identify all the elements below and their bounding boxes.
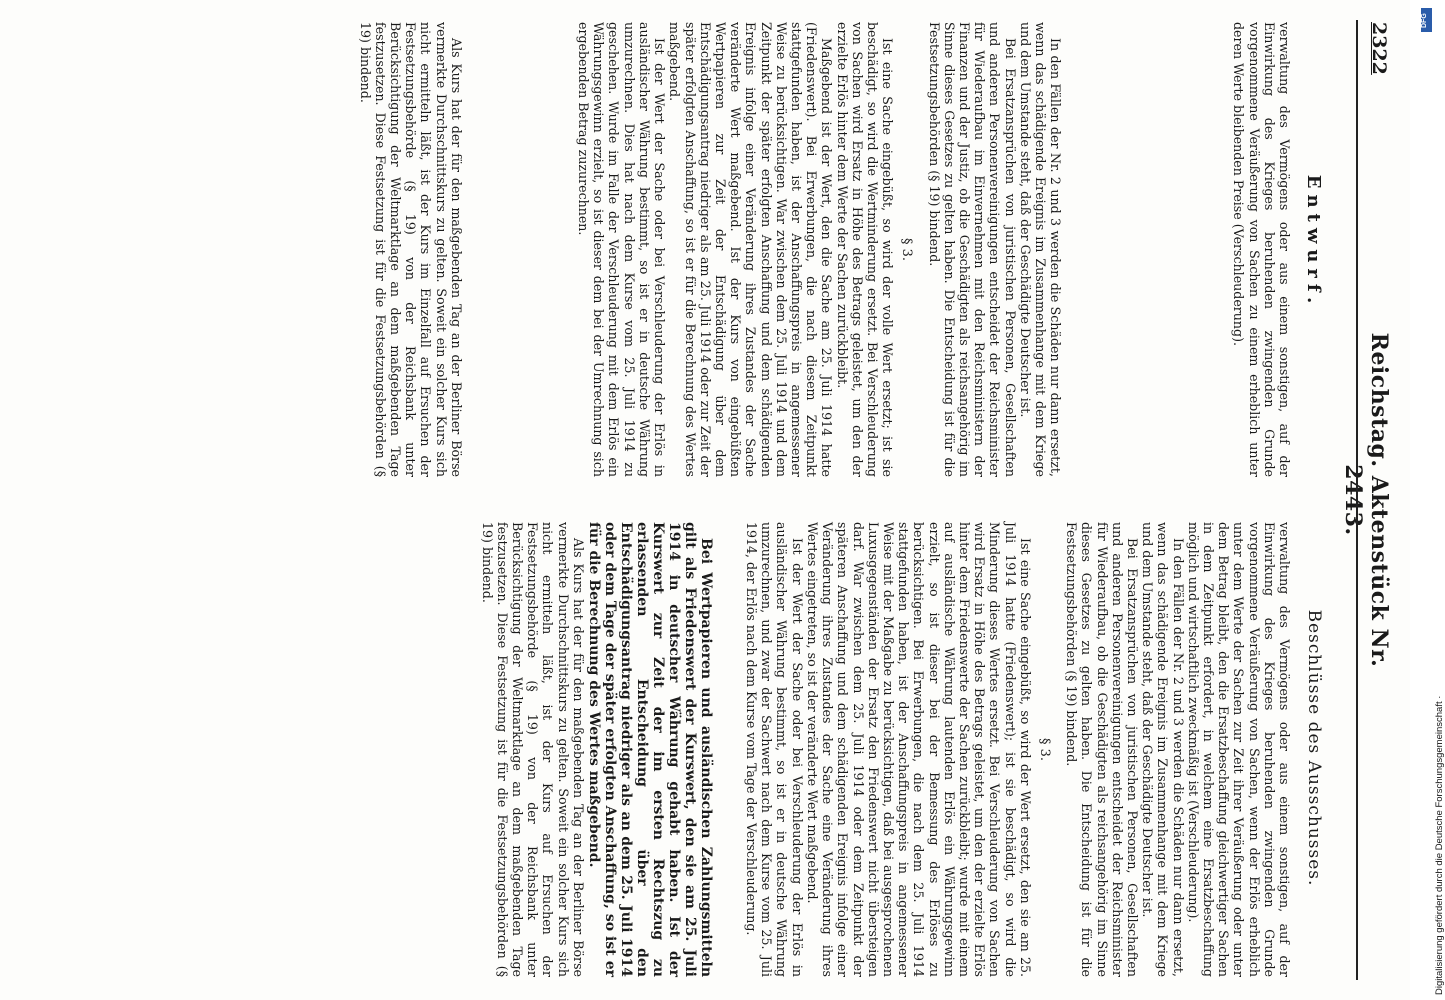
dfg-logo-text: DFG	[1421, 13, 1428, 28]
right-paragraph-3: Bei Ersatzansprüchen von juristischen Personen, Gesellschaften und anderen Personenvereinigungen entscheidet der Reichsminister für Wiederaufbau, ob die Geschädigten als reichsangehörig im Sinne dieses Gesetzes zu gelten haben. Die Entscheidung ist für die Festsetzungsbehörden (§ 19) bindend.	[1064, 522, 1140, 977]
right-column	[479, 522, 1292, 977]
left-column-heading: Entwurf.	[1303, 174, 1324, 310]
right-paragraph-4: Ist eine Sache eingebüßt, so wird der Wert ersetzt, den sie am 25. Juli 1914 hatte (Friedenswert); ist sie beschädigt, so wird die Minderung dieses Wertes ersetzt. Bei Verschleuderung von Sachen wird Ersatz in Höhe des Betrags geleistet, um den der erzielte Erlös hinter dem Friedenswerte der Sachen zurückbleibt; wurde mit einem auf ausländische Währung lautenden Erlös ein Währungsgewinn erzielt, so ist dieser bei der Bemessung des Erlöses zu berücksichtigen. Bei Erwerbungen, die nach dem 25. Juli 1914 stattgefunden haben, ist der Anschaffungspreis in angemessener Weise mit der Maßgabe zu berücksichtigen, daß bei ausgesprochenen Luxusgegenständen der Ersatz den Friedenswert nicht übersteigen darf. War zwischen dem 25. Juli 1914 oder dem Zeitpunkt der späteren Anschaffung und dem schädigenden Ereignis infolge einer Veränderung ihres Zustandes der Sache eine Veränderung ihres Wertes eingetreten, so ist der veränderte Wert maßgebend.	[804, 522, 1033, 977]
digitization-credit-text: Digitalisierung gefördert durch die Deutsche Forschungsgemeinschaft ·	[1434, 695, 1445, 995]
right-paragraph-1: verwaltung des Vermögens oder aus einem sonstigen, auf der Einwirkung des Krieges beruhenden zwingenden Grunde vorgenommene Veräußerung von Sachen, wenn der Erlös erheblich unter dem Werte der Sachen zur Zeit ihrer Veräußerung oder unter dem Betrag bleibt, den die Ersatzbeschaffung gleichwertiger Sachen in dem Zeitpunkt erfordert, in welchem eine Ersatzbeschaffung möglich und wirtschaftlich zweckmäßig ist (Verschleuderung).	[1185, 522, 1292, 977]
digitization-credit	[1420, 10, 1445, 995]
right-paragraph-5: Ist der Wert der Sache oder bei Verschleuderung der Erlös in ausländischer Währung bestimmt, so ist er in deutsche Währung umzurechnen, und zwar der Sachwert nach dem Kurse vom 25. Juli 1914, der Erlös nach dem Kurse vom Tage der Verschleuderung.	[744, 522, 805, 977]
left-paragraph-6: Ist der Wert der Sache oder bei Verschleuderung der Erlös in ausländischer Währung bestimmt, so ist er in deutsche Währung umzurechnen. Dies hat nach dem Kurse vom 25. Juli 1914 zu geschehen. Wurde im Falle der Verschleuderung mit dem Erlös ein Währungsgewinn erzielt, so ist dieser dem bei der Umrechnung sich ergebenden Betrag zuzurechnen.	[576, 22, 668, 477]
right-section-heading: § 3.	[1036, 737, 1052, 762]
left-paragraph-5: Maßgebend ist der Wert, den die Sache am 25. Juli 1914 hatte (Friedenswert). Bei Erwerbungen, die nach diesem Zeitpunkt stattgefunden haben, ist der Anschaffungspreis in angemessener Weise zu berücksichtigen. War zwischen dem 25. Juli 1914 und dem Zeitpunkt der später erfolgten Anschaffung und dem schädigenden Ereignis infolge einer Veränderung ihres Zustandes der Sache veränderte Wert maßgebend. Ist der Kurs von eingebüßten Wertpapieren zur Zeit der Entschädigung über dem Entschädigungsantrag niedriger als am 25. Juli 1914 oder zur Zeit der später erfolgten Anschaffung, so ist er für die Berechnung des Wertes maßgebend.	[667, 22, 835, 477]
left-paragraph-1: verwaltung des Vermögens oder aus einem sonstigen, auf der Einwirkung des Krieges beruhenden zwingenden Grunde vorgenommene Veräußerung von Sachen zu einem erheblich unter deren Werte bleibenden Preise (Verschleuderung).	[1231, 22, 1292, 477]
left-column	[357, 22, 1292, 477]
left-paragraph-4: Ist eine Sache eingebüßt, so wird der volle Wert ersetzt; ist sie beschädigt, so wird die Wertminderung ersetzt. Bei Verschleuderung von Sachen wird Ersatz in Höhe des Betrags geleistet, um den der erzielte Erlös hinter dem Werte der Sachen zurückbleibt.	[834, 22, 896, 477]
left-section-heading: § 3.	[899, 237, 915, 262]
right-paragraph-6: Bei Wertpapieren und ausländischen Zahlungsmitteln gilt als Friedenswert der Kurswert, den sie am 25. Juli 1914 in deutscher Währung gehabt haben. Ist der Kurswert zur Zeit der im ersten Rechtszug zu erlassenden Entscheidung über den Entschädigungsantrag niedriger als an dem 25. Juli 1914 oder dem Tage der später erfolgten Anschaffung, so ist er für die Berechnung des Wertes maßgebend.	[585, 522, 714, 977]
left-paragraph-2: In den Fällen der Nr. 2 und 3 werden die Schäden nur dann ersetzt, wenn das schädigende Ereignis im Zusammenhange mit dem Kriege und dem Umstande steht, daß der Geschädigte Deutscher ist.	[1017, 22, 1064, 477]
header-rule	[1356, 20, 1358, 980]
dfg-logo	[1421, 8, 1432, 32]
right-paragraph-2: In den Fällen der Nr. 2 und 3 werden die Schäden nur dann ersetzt, wenn das schädigende Ereignis im Zusammenhange mit dem Kriege und dem Umstande steht, daß der Geschädigte Deutscher ist.	[1140, 522, 1186, 977]
left-paragraph-7: Als Kurs hat der für den maßgebenden Tag an der Berliner Börse vermerkte Durchschnittskurs zu gelten. Soweit ein solcher Kurs sich nicht ermitteln läßt, ist der Kurs im Einzelfall auf Ersuchen der Festsetzungsbehörde (§ 19) von der Reichsbank unter Berücksichtigung der Weltmarktlage an dem maßgebenden Tage festzusetzen. Diese Festsetzung ist für die Festsetzungsbehörden (§ 19) bindend.	[357, 22, 464, 477]
right-paragraph-7: Als Kurs hat der für den maßgebenden Tag an der Berliner Börse vermerkte Durchschnittskurs zu gelten. Soweit ein solcher Kurs sich nicht ermitteln läßt, ist der Kurs auf Ersuchen der Festsetzungsbehörde (§ 19) von der Reichsbank unter Berücksichtigung der Weltmarktlage an dem maßgebenden Tage festzusetzen. Diese Festsetzung ist für die Festsetzungsbehörden (§ 19) bindend.	[479, 522, 586, 977]
page-number: 2322	[1368, 22, 1390, 75]
page-title: Reichstag. Aktenstück Nr. 2443.	[1340, 332, 1392, 668]
right-column-heading: Beschlüsse des Ausschusses.	[1304, 609, 1324, 887]
left-paragraph-3: Bei Ersatzansprüchen von juristischen Personen, Gesellschaften und anderen Personenvereinigungen entscheidet der Reichsminister für Wiederaufbau im Einvernehmen mit den Reichsministern der Finanzen und der Justiz, ob die Geschädigten als reichsangehörig im Sinne dieses Gesetzes zu gelten haben. Die Entscheidung ist für die Festsetzungsbehörden (§ 19) bindend.	[926, 22, 1018, 477]
